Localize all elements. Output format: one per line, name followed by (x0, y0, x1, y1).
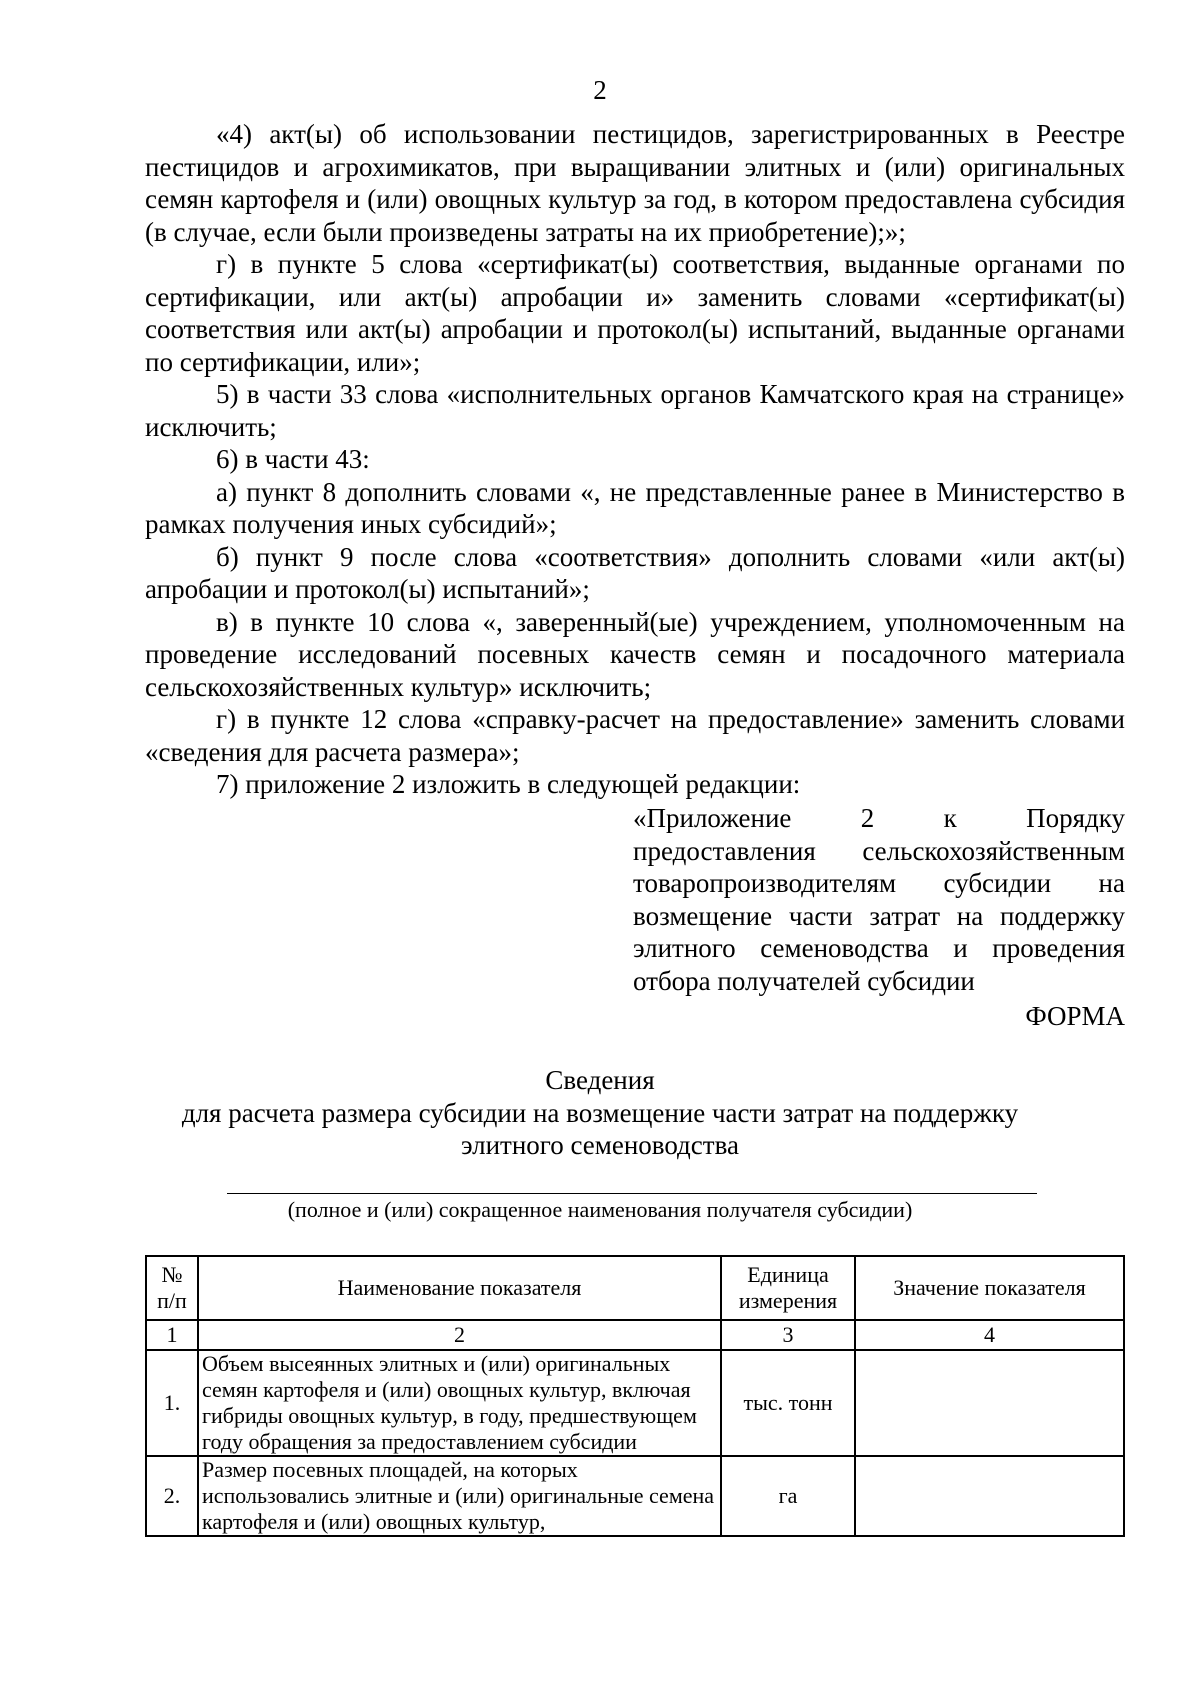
paragraph: г) в пункте 5 слова «сертификат(ы) соответствия, выданные органами по сертификации, или акт(ы) апробации и» заменить словами «сертификат(ы) соответствия или акт(ы) апробации и протокол(ы) испытаний, выданные органами по сертификации, или»; (145, 249, 1125, 377)
index-cell: 2 (198, 1320, 721, 1350)
row-name: Объем высеянных элитных и (или) оригинальных семян картофеля и (или) овощных культур, включая гибриды овощных культур, в году, предшествующем году обращения за предоставлением субсидии (198, 1350, 721, 1456)
row-num: 1. (146, 1350, 198, 1456)
title-line: для расчета размера субсидии на возмещение части затрат на поддержку (181, 1097, 1019, 1128)
index-cell: 3 (721, 1320, 855, 1350)
header-num: № п/п (146, 1256, 198, 1320)
recipient-name-line (227, 1193, 1037, 1194)
row-name: Размер посевных площадей, на которых использовались элитные и (или) оригинальные семена картофеля и (или) овощных культур, (198, 1456, 721, 1536)
paragraph: 5) в части 33 слова «исполнительных органов Камчатского края на странице» исключить; (145, 379, 1125, 442)
form-title (0, 1064, 1200, 1162)
page-number: 2 (593, 75, 607, 105)
header-value: Значение показателя (855, 1256, 1124, 1320)
table-row (146, 1456, 1124, 1536)
recipient-caption: (полное и (или) сокращенное наименования получателя субсидии) (287, 1197, 913, 1222)
table-header-row (146, 1256, 1124, 1320)
row-unit: тыс. тонн (721, 1350, 855, 1456)
indicators-table (145, 1255, 1125, 1537)
row-value[interactable] (855, 1456, 1124, 1536)
row-value[interactable] (855, 1350, 1124, 1456)
row-unit: га (721, 1456, 855, 1536)
appendix-header: «Приложение 2 к Порядку предоставления сельскохозяйственным товаропроизводителям субсидии на возмещение части затрат на поддержку элитного семеноводства и проведения отбора получателей субсидии (633, 803, 1125, 996)
paragraph: 7) приложение 2 изложить в следующей редакции: (216, 769, 801, 799)
header-unit: Единица измерения (721, 1256, 855, 1320)
header-name: Наименование показателя (198, 1256, 721, 1320)
paragraph: б) пункт 9 после слова «соответствия» дополнить словами «или акт(ы) апробации и протокол(ы) испытаний»; (145, 541, 1125, 604)
paragraph: «4) акт(ы) об использовании пестицидов, зарегистрированных в Реестре пестицидов и агрохимикатов, при выращивании элитных и (или) оригинальных семян картофеля и (или) овощных культур за год, в котором предоставлена субсидия (в случае, если были произведены затраты на их приобретение);»; (145, 119, 1125, 247)
index-cell: 4 (855, 1320, 1124, 1350)
form-label: ФОРМА (1025, 1001, 1125, 1031)
paragraph: а) пункт 8 дополнить словами «, не представленные ранее в Министерство в рамках получения иных субсидий»; (145, 476, 1125, 539)
paragraph: в) в пункте 10 слова «, заверенный(ые) учреждением, уполномоченным на проведение исследований посевных качеств семян и посадочного материала сельскохозяйственных культур» исключить; (145, 606, 1125, 702)
row-num: 2. (146, 1456, 198, 1536)
title-line: Сведения (545, 1065, 655, 1095)
paragraph: г) в пункте 12 слова «справку-расчет на предоставление» заменить словами «сведения для расчета размера»; (145, 704, 1125, 767)
table-index-row (146, 1320, 1124, 1350)
amendment-text (145, 118, 1125, 801)
paragraph: 6) в части 43: (216, 444, 370, 474)
title-line: элитного семеноводства (461, 1130, 739, 1160)
index-cell: 1 (146, 1320, 198, 1350)
table-row (146, 1350, 1124, 1456)
